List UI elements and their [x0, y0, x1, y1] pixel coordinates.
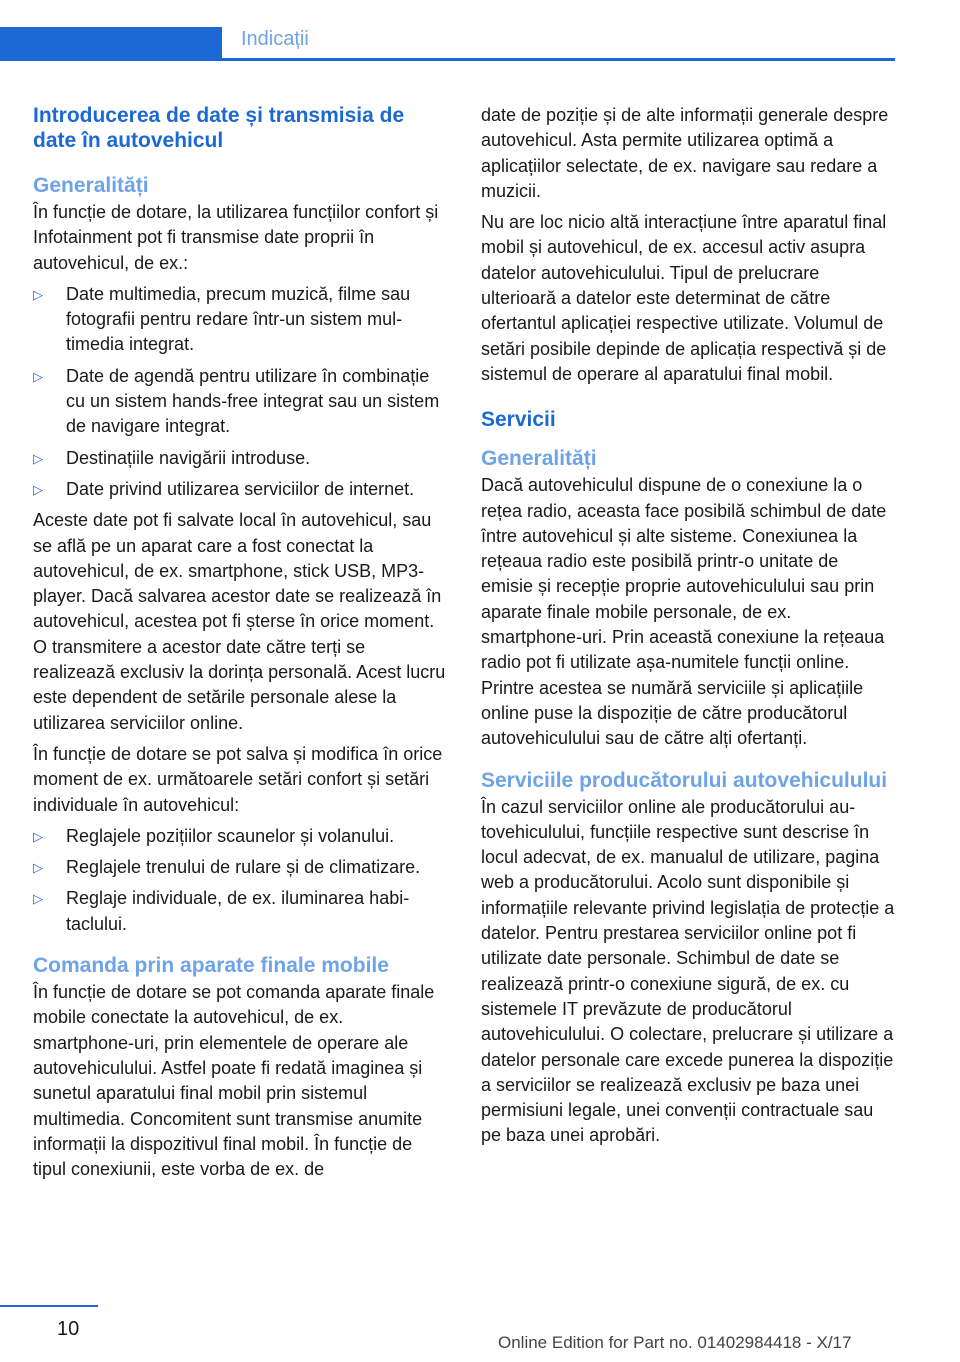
paragraph: Dacă autovehiculul dispune de o conexiune la o rețea radio, aceasta face posibilă schimbul de date între autovehicul și alte sisteme. Conexiunea la rețeaua radio este posibilă printr-o unitate de emisie și recepție proprie autovehiculului sau prin aparate finale mobile personale, de ex. smartphone-uri. Prin această conexiune la rețeaua radio pot fi utilizate așa-numitele funcții online. Printre acestea se numără serviciile și aplicațiile online puse la dispoziție de către producătorul autovehiculului sau de către alți ofertanți. — [481, 475, 887, 749]
list-item: ▷ Date de agendă pentru utilizare în combinație cu un sistem hands-free integrat sau un sistem de navigare integrat. — [33, 365, 440, 437]
chapter-heading: Introducerea de date și transmisia de date în autovehicul — [33, 104, 405, 152]
triangle-bullet-icon: ▷ — [33, 481, 43, 497]
paragraph: În cazul serviciilor online ale producătorului autovehiculului, funcțiile respective sunt descrise în locul adecvat, de ex. manualul de utilizare, pagina web a producătorului. Acolo sunt disponibile și informațiile relevante privind legislația de protecție a datelor. Pentru prestarea serviciilor online pot fi utilizate date personale. Schimbul de date se realizează printr-o conexiune sigură, de ex. cu sistemele IT prevăzute de producătorul autovehiculului. O colectare, prelucrare și utilizare a datelor personale care excede punerea la dispoziție a serviciilor se realizează exclusiv pe baza unei permisiuni legale, unei convenții contractuale sau pe baza unei aprobări. — [481, 796, 895, 1146]
paragraph: Nu are loc nicio altă interacțiune între aparatul final mobil și autovehicul, de ex. accesul activ asupra datelor autovehiculului. Tipul de prelucrare ulterioară a datelor este determinat de către ofertantul aplicației respective utilizate. Volumul de setări posibile depinde de aplicația respectivă și de sistemul de operare al aparatului final mobil. — [481, 212, 887, 384]
left-column — [33, 103, 447, 1188]
header-rule — [222, 58, 895, 61]
section-title: Indicații — [241, 28, 309, 50]
bullet-list-settings — [33, 824, 447, 937]
list-item: ▷ Reglajele pozițiilor scaunelor și volanului. — [33, 824, 447, 849]
triangle-bullet-icon: ▷ — [33, 286, 43, 302]
page-number: 10 — [57, 1318, 80, 1340]
subheading-generalitati: Generalități — [481, 447, 597, 471]
paragraph: În funcție de dotare se pot salva și modifica în orice moment de ex. următoarele setări confort și setări individuale în autovehicul: — [33, 743, 443, 815]
list-item: ▷ Date privind utilizarea serviciilor de internet. — [33, 477, 447, 502]
footer-rule — [0, 1305, 98, 1307]
triangle-bullet-icon: ▷ — [33, 828, 43, 844]
right-column — [481, 103, 895, 1155]
paragraph: În funcție de dotare se pot comanda aparate finale mobile conectate la autovehicul, de ex. smartphone-uri, prin elementele de operare ale autovehiculului. Astfel poate fi redată imaginea și sunetul aparatului final mobil prin sistemul multimedia. Concomitent sunt transmise anumite informații la dispozitivul final mobil. În funcție de tipul conexiunii, este vorba de ex. de — [33, 982, 435, 1180]
header-color-bar — [0, 27, 222, 61]
triangle-bullet-icon: ▷ — [33, 368, 43, 384]
list-item: ▷ Reglajele trenului de rulare și de climatizare. — [33, 855, 447, 880]
triangle-bullet-icon: ▷ — [33, 891, 43, 907]
paragraph: În funcție de dotare, la utilizarea funcțiilor confort și Infotainment pot fi transmise date proprii în autovehicul, de ex.: — [33, 202, 439, 273]
list-item: ▷ Destinațiile navigării introduse. — [33, 446, 447, 471]
edition-note: Online Edition for Part no. 01402984418 - X/17 — [498, 1333, 852, 1352]
list-item: ▷ Reglaje individuale, de ex. iluminarea habitaclului. — [33, 888, 410, 934]
chapter-heading-servicii: Servicii — [481, 408, 556, 432]
paragraph: Aceste date pot fi salvate local în autovehicul, sau se află pe un aparat care a fost conectat la autovehicul, de ex. smartphone, stick USB, MP3-player. Dacă salvarea acestor date se realizează în autovehicul, acestea pot fi șterse în orice moment. O transmitere a acestor date către terți se realizează exclusiv la dorința personală. Acest lucru este dependent de setările personale alese la utilizarea serviciilor online. — [33, 510, 446, 733]
paragraph: date de poziție și de alte informații generale despre autovehicul. Asta permite utilizarea optimă a aplicațiilor selectate, de ex. navigare sau redare a muzicii. — [481, 105, 889, 201]
subheading-comanda: Comanda prin aparate finale mobile — [33, 954, 389, 978]
triangle-bullet-icon: ▷ — [33, 450, 43, 466]
bullet-list-data-types — [33, 282, 447, 502]
list-item: ▷ Date multimedia, precum muzică, filme sau fotografii pentru redare într-un sistem multimedia integrat. — [33, 283, 411, 355]
subheading-servicii-producator: Serviciile producătorului autovehiculului — [481, 768, 888, 792]
triangle-bullet-icon: ▷ — [33, 860, 43, 876]
subheading-generalitati: Generalități — [33, 174, 149, 197]
